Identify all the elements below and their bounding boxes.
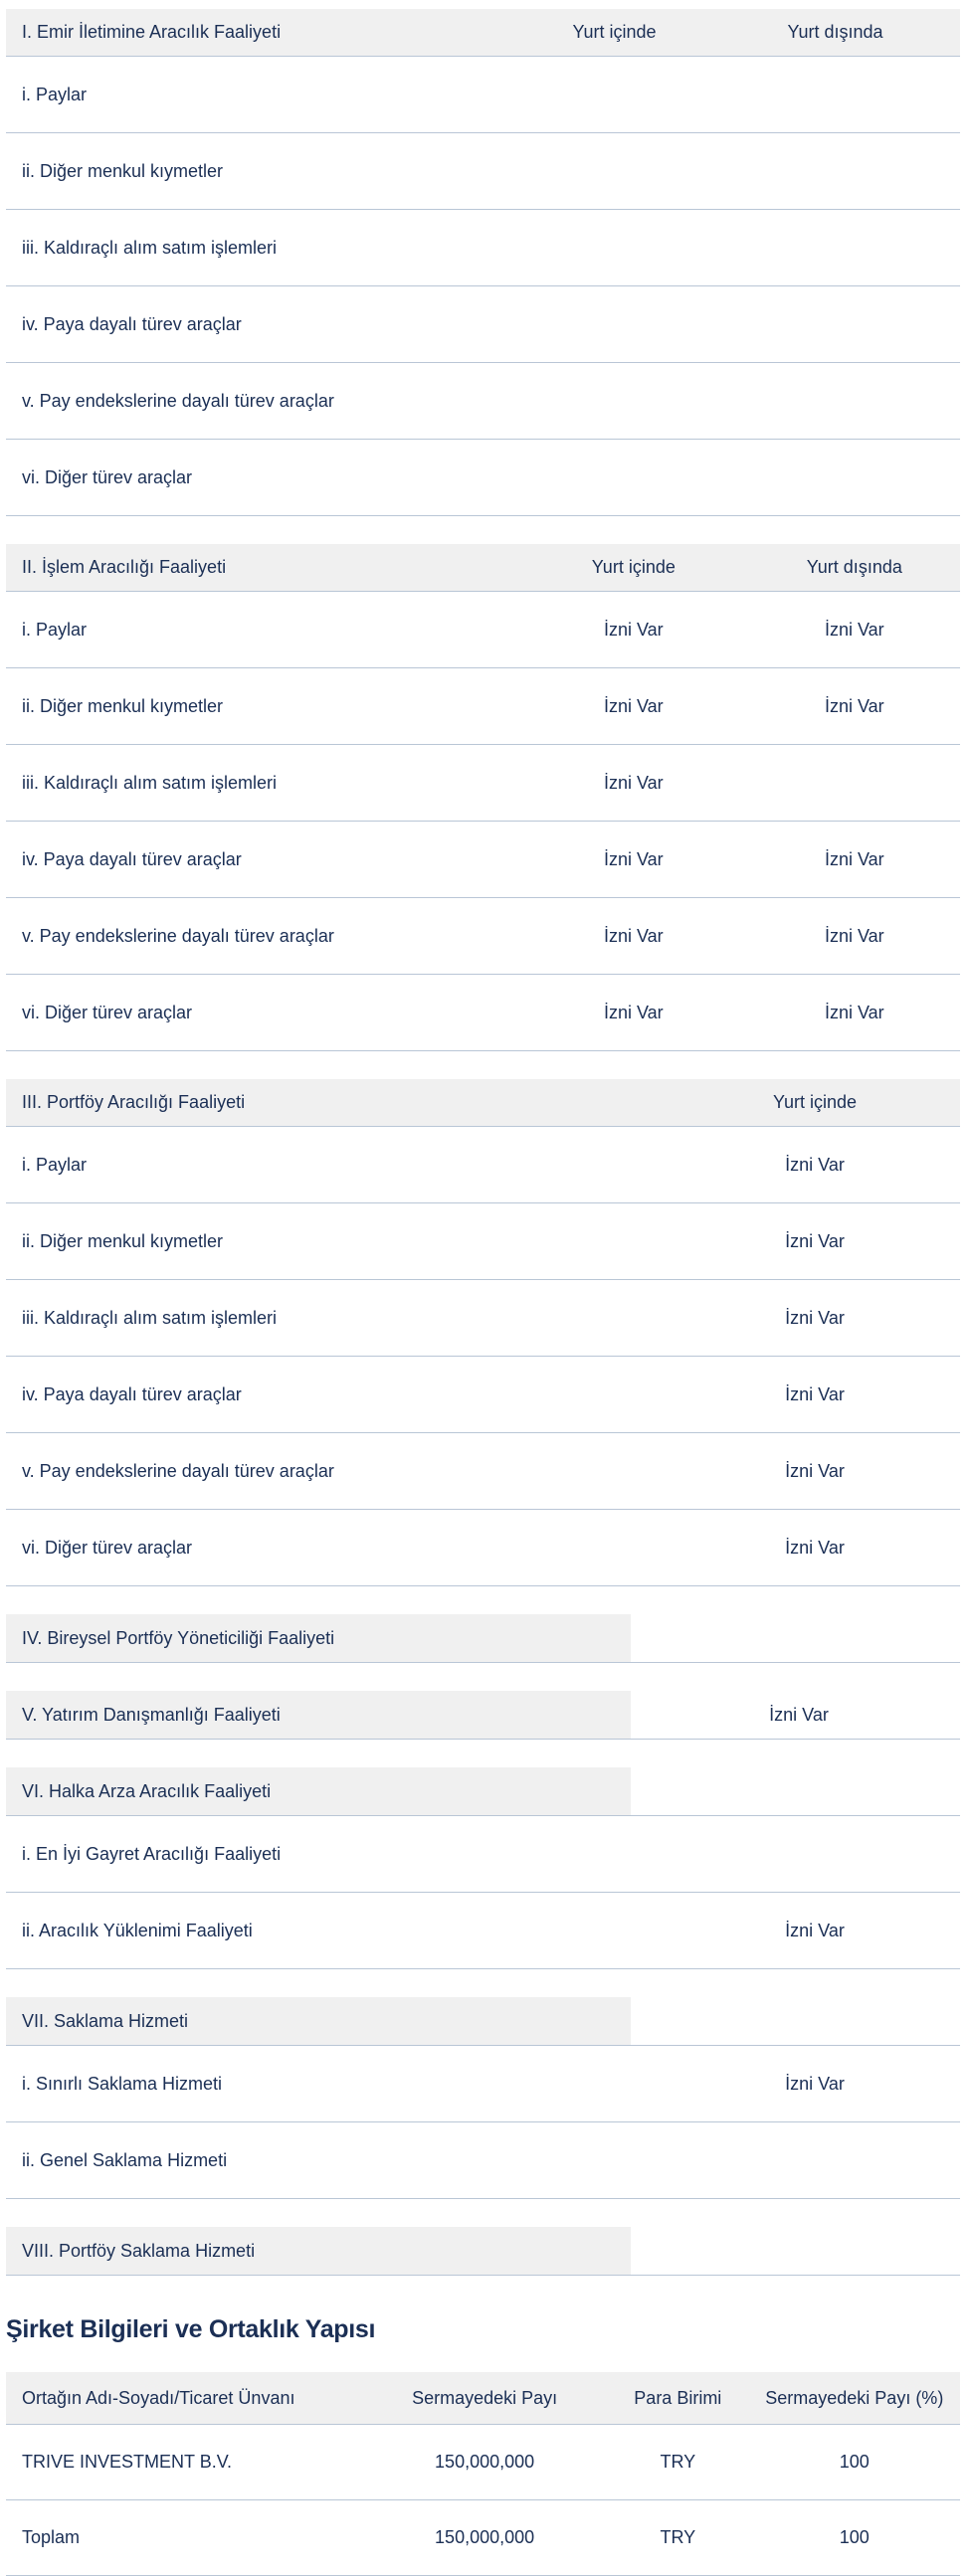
table-row [6,975,960,1051]
table-row [6,745,960,822]
table-row-total [6,2500,960,2576]
domestic-value: İzni Var [603,695,664,716]
row-label: ii. Diğer menkul kıymetler [22,695,224,716]
section-5-row [6,1663,960,1740]
table-row [6,898,960,975]
column-header-abroad: Yurt dışında [806,557,902,577]
capital-value: 150,000,000 [435,2527,535,2547]
section-title: VII. Saklama Hizmeti [6,1997,631,2045]
table-row [6,1203,960,1280]
row-label: v. Pay endekslerine dayalı türev araçlar [22,390,334,411]
shareholder-table-header [6,2372,960,2425]
currency-value: TRY [660,2452,696,2472]
section-3-header [6,1079,960,1127]
row-label: ii. Aracılık Yüklenimi Faaliyeti [22,1920,253,1940]
table-row [6,133,960,210]
domestic-value [701,2223,896,2251]
capital-value: 150,000,000 [435,2452,535,2472]
domestic-value: İzni Var [785,2073,845,2094]
percentage-value: 100 [839,2452,870,2472]
table-row [6,1280,960,1357]
section-title: III. Portföy Aracılığı Faaliyeti [22,1092,246,1112]
currency-value: TRY [660,2527,696,2547]
table-row [6,440,960,516]
section-6-row [6,1740,960,1816]
column-header-abroad: Yurt dışında [787,22,883,42]
table-row [6,1433,960,1510]
table-row [6,1127,960,1203]
table-row [6,1816,960,1893]
row-label: ii. Diğer menkul kıymetler [22,1230,224,1251]
abroad-value: İzni Var [824,1002,884,1022]
table-row [6,822,960,898]
domestic-value [701,1610,896,1638]
row-label: i. Paylar [22,1154,88,1175]
row-label: iii. Kaldıraçlı alım satım işlemleri [22,1307,278,1328]
section-title: I. Emir İletimine Aracılık Faaliyeti [22,22,282,42]
row-label: iv. Paya dayalı türev araçlar [22,1383,242,1404]
section-1-header [6,9,960,57]
domestic-value [701,1763,896,1791]
domestic-value: İzni Var [603,925,664,946]
abroad-value: İzni Var [824,848,884,869]
domestic-value: İzni Var [785,1307,845,1328]
row-label: ii. Genel Saklama Hizmeti [22,2149,228,2170]
domestic-value: İzni Var [603,619,664,640]
table-row [6,1893,960,1969]
table-row [6,2046,960,2122]
table-row [6,210,960,286]
domestic-value: İzni Var [769,1704,829,1725]
domestic-value: İzni Var [785,1537,845,1558]
section-title: VIII. Portföy Saklama Hizmeti [6,2227,631,2275]
row-label: vi. Diğer türev araçlar [22,466,193,487]
shareholder-name: TRIVE INVESTMENT B.V. [22,2452,233,2472]
abroad-value: İzni Var [824,695,884,716]
domestic-value: İzni Var [785,1383,845,1404]
row-label: iii. Kaldıraçlı alım satım işlemleri [22,772,278,793]
row-label: vi. Diğer türev araçlar [22,1537,193,1558]
table-row [6,57,960,133]
table-row [6,2122,960,2199]
section-title: VI. Halka Arza Aracılık Faaliyeti [6,1767,631,1815]
row-label: iv. Paya dayalı türev araçlar [22,313,242,334]
row-label: v. Pay endekslerine dayalı türev araçlar [22,925,334,946]
row-label: ii. Diğer menkul kıymetler [22,160,224,181]
domestic-value: İzni Var [785,1460,845,1481]
row-label: v. Pay endekslerine dayalı türev araçlar [22,1460,334,1481]
domestic-value: İzni Var [785,1230,845,1251]
column-header-currency: Para Birimi [634,2387,722,2408]
column-header-domestic: Yurt içinde [572,22,657,42]
row-label: i. Paylar [22,84,88,104]
section-2-header [6,544,960,592]
row-label: iii. Kaldıraçlı alım satım işlemleri [22,237,278,258]
table-row [6,592,960,668]
table-row [6,286,960,363]
section-title: V. Yatırım Danışmanlığı Faaliyeti [6,1691,631,1739]
percentage-value: 100 [839,2527,870,2547]
company-section-title: Şirket Bilgileri ve Ortaklık Yapısı [6,2315,376,2343]
table-row [6,1357,960,1433]
row-label: i. Paylar [22,619,88,640]
domestic-value: İzni Var [603,1002,664,1022]
domestic-value [701,1993,896,2021]
domestic-value: İzni Var [603,772,664,793]
table-row [6,1510,960,1586]
section-title: IV. Bireysel Portföy Yöneticiliği Faaliyeti [6,1614,631,1662]
row-label: iv. Paya dayalı türev araçlar [22,848,242,869]
section-7-row [6,1969,960,2046]
section-4-row [6,1586,960,1663]
column-header-percentage: Sermayedeki Payı (%) [765,2387,944,2408]
row-label: vi. Diğer türev araçlar [22,1002,193,1022]
domestic-value: İzni Var [785,1920,845,1940]
domestic-value: İzni Var [603,848,664,869]
column-header-domestic: Yurt içinde [591,557,676,577]
column-header-capital: Sermayedeki Payı [412,2387,558,2408]
table-row [6,363,960,440]
table-row [6,668,960,745]
column-header-name: Ortağın Adı-Soyadı/Ticaret Ünvanı [22,2387,295,2408]
section-title: II. İşlem Aracılığı Faaliyeti [22,557,227,577]
abroad-value: İzni Var [824,619,884,640]
row-label: i. En İyi Gayret Aracılığı Faaliyeti [22,1843,282,1864]
total-label: Toplam [22,2527,81,2547]
section-8-row [6,2199,960,2276]
column-header-domestic: Yurt içinde [772,1092,858,1112]
table-row [6,2425,960,2500]
row-label: i. Sınırlı Saklama Hizmeti [22,2073,223,2094]
domestic-value: İzni Var [785,1154,845,1175]
abroad-value: İzni Var [824,925,884,946]
